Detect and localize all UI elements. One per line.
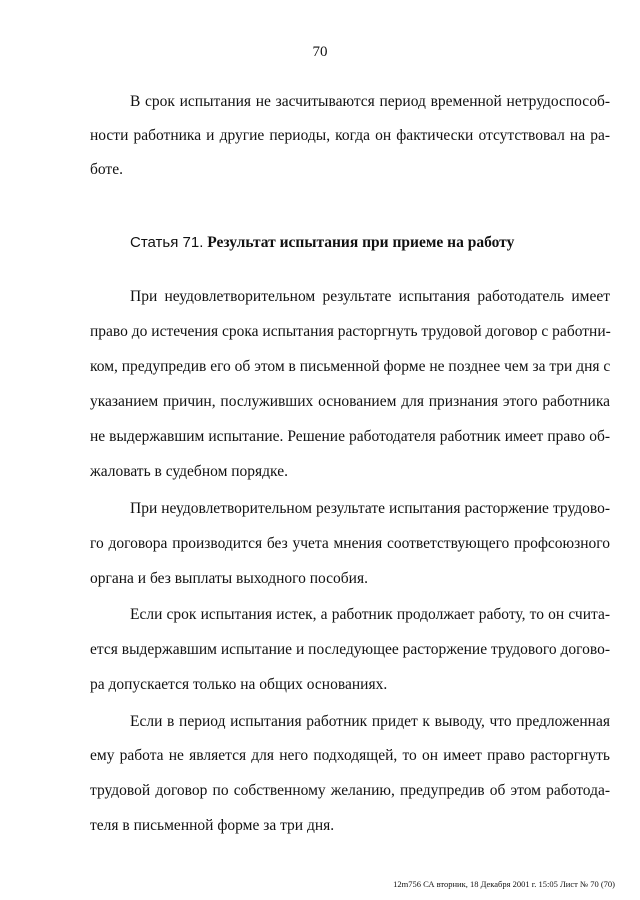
paragraph-line: трудовой договор по собственному желанию, предупредив об этом работода- [90, 782, 610, 799]
paragraph-line: ком, предупредив его об этом в письменной форме не позднее чем за три дня с [90, 358, 611, 375]
paragraph-line: ра допускается только на общих основаниях. [90, 676, 388, 693]
paragraph-line: Если в период испытания работник придет к выводу, что предложенная [130, 713, 610, 730]
paragraph-line: го договора производится без учета мнения соответствующего профсоюзного [90, 535, 610, 552]
article-heading [130, 233, 514, 253]
article-title: Результат испытания при приеме на работу [207, 234, 515, 251]
paragraph-line: При неудовлетворительном результате испытания работодатель имеет [130, 288, 610, 305]
paragraph-line: При неудовлетворительном результате испытания расторжение трудово- [130, 500, 610, 517]
paragraph-line: Если срок испытания истек, а работник продолжает работу, то он счита- [130, 606, 610, 623]
paragraph-line: ности работника и другие периоды, когда он фактически отсутствовал на ра- [90, 127, 610, 144]
paragraph-line: ему работа не является для него подходящей, то он имеет право расторгнуть [90, 747, 610, 764]
paragraph-line: теля в письменной форме за три дня. [90, 817, 335, 834]
paragraph-line: боте. [90, 161, 123, 178]
article-label: Статья 71. [130, 234, 204, 251]
paragraph-line: не выдержавшим испытание. Решение работодателя работник имеет право об- [90, 428, 610, 445]
paragraph-line: жаловать в судебном порядке. [90, 463, 288, 480]
page-number: 70 [312, 44, 328, 60]
paragraph-line: указанием причин, послуживших основанием для признания этого работника [90, 393, 610, 410]
page-footer: 12m756 СА вторник, 18 Декабря 2001 г. 15:05 Лист № 70 (70) [393, 879, 615, 889]
paragraph-line: ется выдержавшим испытание и последующее расторжение трудового догово- [90, 641, 610, 658]
paragraph-line: органа и без выплаты выходного пособия. [90, 570, 368, 587]
paragraph-line: В срок испытания не засчитываются период временной нетрудоспособ- [130, 93, 610, 110]
paragraph-line: право до истечения срока испытания расторгнуть трудовой договор с работни- [90, 323, 611, 340]
